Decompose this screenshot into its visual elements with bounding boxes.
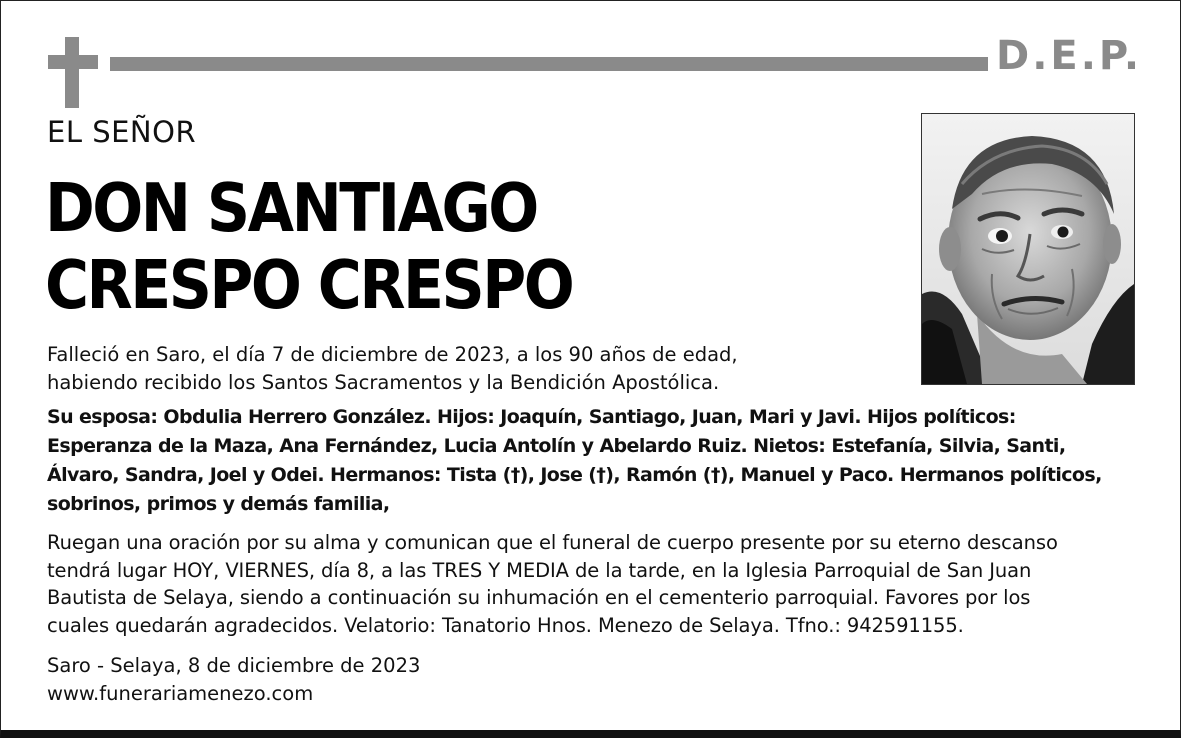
portrait-illustration: [922, 114, 1134, 384]
header-rule: [110, 57, 988, 71]
funeral-details: [47, 529, 1147, 639]
family-line: Esperanza de la Maza, Ana Fernández, Lucia Antolín y Abelardo Ruiz. Nietos: Estefanía, Silvia, Santi,: [47, 435, 1066, 457]
funeral-line: Ruegan una oración por su alma y comunican que el funeral de cuerpo presente por su eterno descanso: [47, 531, 1058, 554]
funeral-line: cuales quedarán agradecidos. Velatorio: Tanatorio Hnos. Menezo de Selaya. Tfno.: 942591155.: [47, 613, 964, 637]
honorific: EL SEÑOR: [47, 115, 197, 149]
death-announcement: [47, 341, 807, 397]
name-line-1: DON SANTIAGO: [45, 169, 537, 248]
funeral-line: tendrá lugar HOY, VIERNES, día 8, a las TRES Y MEDIA de la tarde, en la Iglesia Parroquial de San Juan: [47, 558, 1032, 582]
family-line: Su esposa: Obdulia Herrero González. Hijos: Joaquín, Santiago, Juan, Mari y Javi. Hijos políticos:: [47, 406, 1016, 428]
dep-label: D.E.P.: [996, 33, 1143, 79]
website-link[interactable]: www.funerariamenezo.com: [47, 682, 314, 705]
family-line: Álvaro, Sandra, Joel y Odei. Hermanos: Tista (†), Jose (†), Ramón (†), Manuel y Paco. Hermanos políticos,: [47, 464, 1102, 486]
portrait-photo: [921, 113, 1135, 385]
name-line-2: CRESPO CRESPO: [45, 246, 573, 325]
intro-line: habiendo recibido los Santos Sacramentos y la Bendición Apostólica.: [47, 371, 720, 394]
cross-horizontal-bar: [48, 55, 98, 69]
family-line: sobrinos, primos y demás familia,: [47, 493, 390, 515]
funeral-line: Bautista de Selaya, siendo a continuación su inhumación en el cementerio parroquial. Favores por los: [47, 586, 1031, 609]
cross-vertical-bar: [65, 37, 79, 108]
place-and-date: Saro - Selaya, 8 de diciembre de 2023: [47, 654, 421, 677]
intro-line: Falleció en Saro, el día 7 de diciembre de 2023, a los 90 años de edad,: [47, 343, 738, 366]
family-list: [47, 403, 1142, 519]
